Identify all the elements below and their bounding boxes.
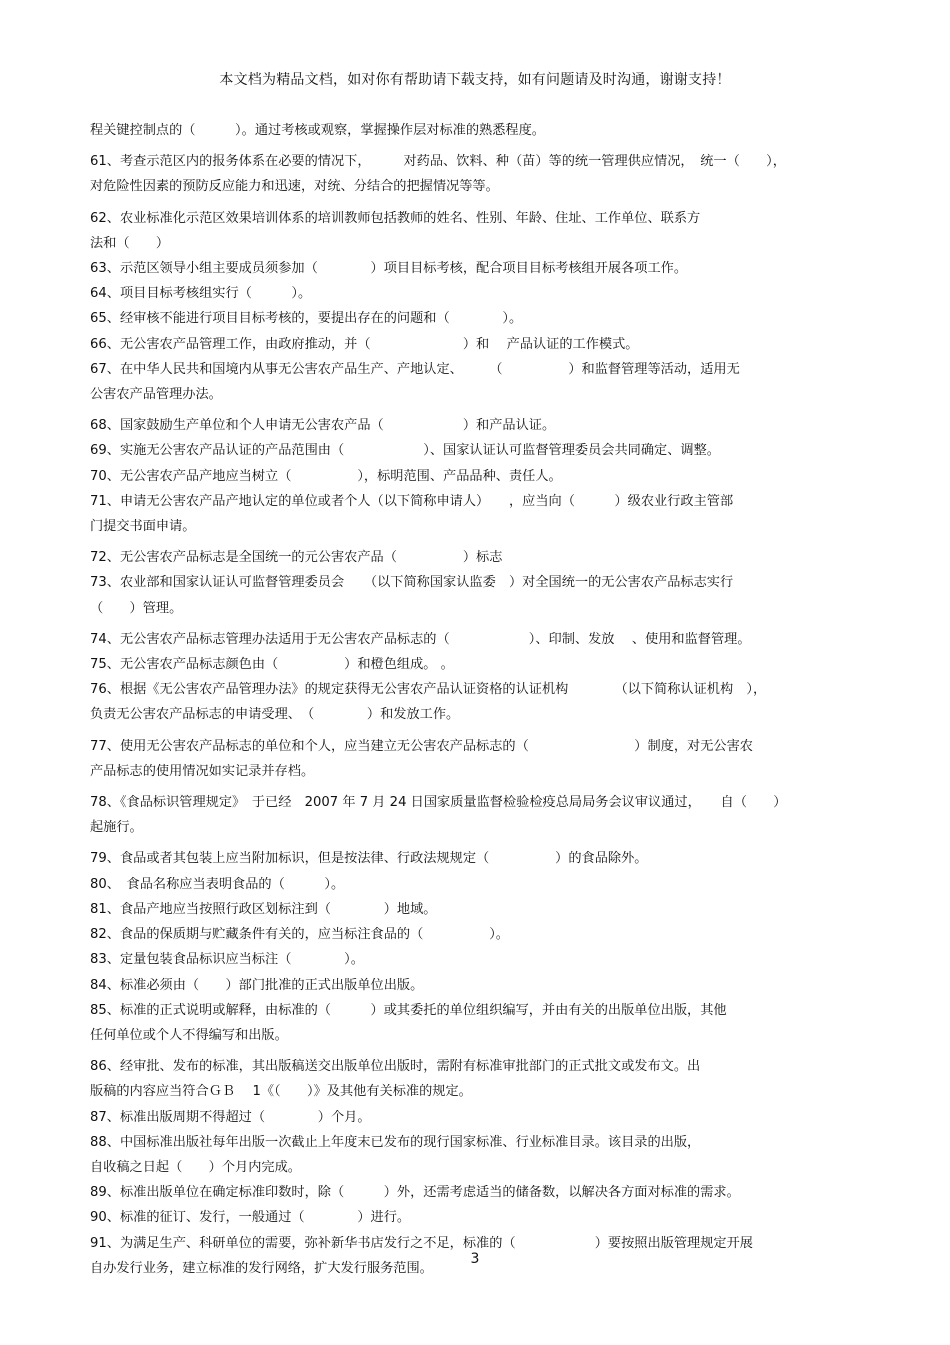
question-line: 自办发行业务，建立标准的发行网络，扩大发行服务范围。: [90, 1260, 433, 1276]
question-line: 75、无公害农产品标志颜色由（ ）和橙色组成。 。: [90, 657, 454, 673]
question-list: [90, 118, 865, 1281]
question-line: 法和（ ）: [90, 235, 170, 251]
question-line: 79、食品或者其包装上应当附加标识，但是按法律、行政法规规定（ ）的食品除外。: [90, 851, 648, 867]
question-line: 对危险性因素的预防反应能力和迅速，对统、分结合的把握情况等等。: [90, 179, 499, 195]
question-line: 80、 食品名称应当表明食品的（ ）。: [90, 876, 345, 892]
question-line: 公害农产品管理办法。: [90, 387, 222, 403]
question-line: 73、农业部和国家认证认可监督管理委员会 （以下简称国家认监委 ）对全国统一的无公害农产品标志实行: [90, 575, 734, 591]
question-line: 65、经审核不能进行项目目标考核的，要提出存在的问题和（ ）。: [90, 311, 523, 327]
question-line: 71、申请无公害农产品产地认定的单位或者个人（以下简称申请人） ，应当向（ ）级农业行政主管部: [90, 493, 734, 509]
question-line: 72、无公害农产品标志是全国统一的元公害农产品（ ）标志: [90, 550, 503, 566]
question-line: 89、标准出版单位在确定标准印数时，除（ ）外，还需考虑适当的储备数，以解决各方面对标准的需求。: [90, 1185, 740, 1201]
question-line: 84、标准必须由（ ）部门批准的正式出版单位出版。: [90, 977, 424, 993]
question-line: 85、标准的正式说明或解释，由标准的（ ）或其委托的单位组织编写，并由有关的出版单位出版，其他: [90, 1002, 727, 1018]
question-line: 86、经审批、发布的标准，其出版稿送交出版单位出版时，需附有标准审批部门的正式批文或发布文。出: [90, 1059, 701, 1075]
question-line: 负责无公害农产品标志的申请受理、 （ ）和发放工作。: [90, 707, 460, 723]
question-line: 87、标准出版周期不得超过（ ）个月。: [90, 1109, 371, 1125]
question-line: 程关键控制点的（ ）。通过考核或观察，掌握操作层对标准的熟悉程度。: [90, 123, 545, 138]
question-line: （ ）管理。: [90, 600, 183, 616]
question-line: 81、食品产地应当按照行政区划标注到（ ）地域。: [90, 901, 437, 917]
question-line: 门提交书面申请。: [90, 519, 196, 535]
question-line: 68、国家鼓励生产单位和个人申请无公害农产品（ ）和产品认证。: [90, 418, 556, 434]
question-line: 78、《食品标识管理规定》 于已经 2007 年 7 月 24 日国家质量监督检验检疫总局局务会议审议通过， 自（ ）: [90, 795, 787, 811]
question-line: 74、无公害农产品标志管理办法适用于无公害农产品标志的（ ）、印制、发放 、使用和监督管理。: [90, 631, 751, 647]
page-number: 3: [470, 1251, 480, 1267]
question-line: 任何单位或个人不得编写和出版。: [90, 1027, 288, 1043]
question-line: 91、为满足生产、科研单位的需要，弥补新华书店发行之不足，标准的（ ）要按照出版管理规定开展: [90, 1235, 753, 1251]
question-line: 77、使用无公害农产品标志的单位和个人，应当建立无公害农产品标志的（ ）制度，对无公害农: [90, 738, 753, 754]
question-line: 起施行。: [90, 820, 143, 836]
question-line: 90、标准的征订、发行，一般通过（ ）进行。: [90, 1210, 411, 1226]
question-line: 自收稿之日起（ ）个月内完成。: [90, 1159, 301, 1175]
page-header: 本文档为精品文档，如对你有帮助请下载支持，如有问题请及时沟通，谢谢支持！: [219, 72, 731, 88]
question-line: 70、无公害农产品产地应当树立（ ），标明范围、产品品种、责任人。: [90, 468, 562, 484]
question-line: 66、无公害农产品管理工作，由政府推动，并（ ）和 产品认证的工作模式。: [90, 336, 639, 352]
question-line: 64、项目目标考核组实行（ ）。: [90, 286, 312, 302]
question-line: 版稿的内容应当符合ＧＢ 1《（ ）》及其他有关标准的规定。: [90, 1084, 472, 1100]
question-line: 67、在中华人民共和国境内从事无公害农产品生产、产地认定、 （ ）和监督管理等活动，适用无: [90, 361, 740, 377]
question-line: 83、定量包装食品标识应当标注（ ）。: [90, 952, 364, 968]
question-line: 69、实施无公害农产品认证的产品范围由（ ）、国家认证认可监督管理委员会共同确定、调整。: [90, 443, 720, 459]
question-line: 76、根据《无公害农产品管理办法》的规定获得无公害农产品认证资格的认证机构 （以下简称认证机构 ），: [90, 682, 767, 698]
question-line: 61、考查示范区内的报务体系在必要的情况下， 对药品、饮料、种（苗）等的统一管理供应情况， 统一（ ），: [90, 154, 786, 170]
question-line: 82、食品的保质期与贮藏条件有关的，应当标注食品的（ ）。: [90, 927, 509, 943]
question-line: 88、中国标准出版社每年出版一次截止上年度末已发布的现行国家标准、行业标准目录。该目录的出版，: [90, 1134, 701, 1150]
question-line: 产品标志的使用情况如实记录并存档。: [90, 763, 315, 779]
question-line: 63、示范区领导小组主要成员须参加（ ）项目目标考核，配合项目目标考核组开展各项工作。: [90, 261, 688, 277]
question-line: 62、农业标准化示范区效果培训体系的培训教师包括教师的姓名、性别、年龄、住址、工作单位、联系方: [90, 210, 701, 226]
